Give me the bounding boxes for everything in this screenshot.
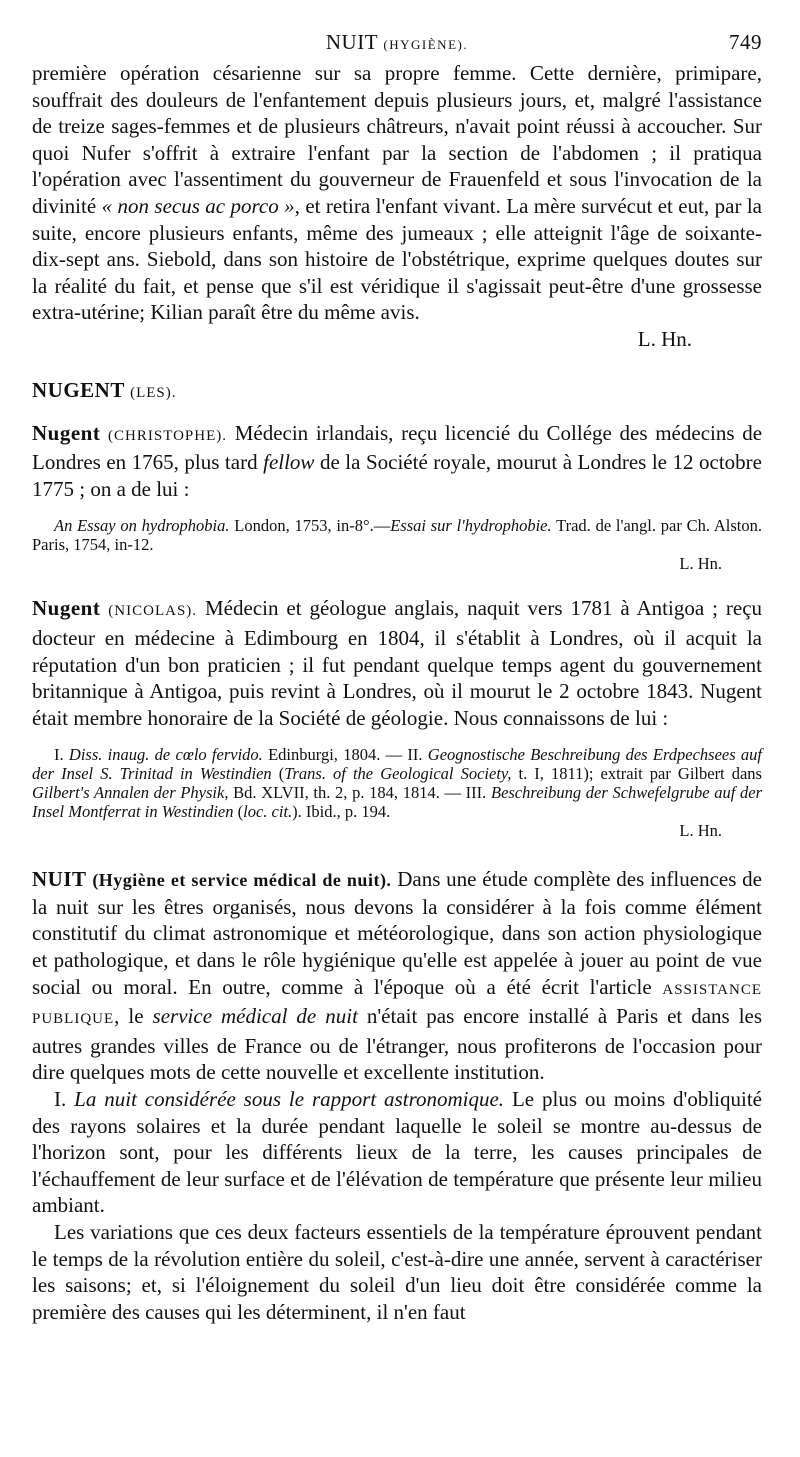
entry-text: Médecin et géologue anglais, naquit vers 1781 à Antigoa ; reçu docteur en médecine à Edimbourg en 1804, il s'établit à Londres, où il acquit la réputation d'un bon praticien ; il fut pendant quelque temps agent du gouvernement britannique à Antigoa, puis revint à Londres, où il mourut le 2 octobre 1843. Nugent était membre honoraire de la Société de géologie. Nous connaissons de lui : — [32, 596, 763, 730]
author-signature: L. Hn. — [637, 326, 692, 351]
entry-text: Dans une étude complète des influences de la nuit sur les êtres organisés, nous devons la considérer à la fois comme élément constitutif du climat astronomique et météorologique, dans son action physiologique et pathologique, et dans le rôle hygiénique qu'elle est appelée à jouer au point de vue social ou moral. En outre, comme à l'époque où a été écrit l'article — [32, 867, 762, 999]
entry-nuit — [32, 866, 762, 1086]
paragraph-saisons — [32, 1219, 762, 1325]
entry-text: de la Société royale, mourut à Londres le 12 octobre 1775 ; on a de lui : — [32, 450, 762, 501]
paragraph-cesarean — [32, 60, 762, 353]
entry-em: service médical de nuit — [152, 1004, 358, 1029]
bib-loc: loc. cit. — [243, 802, 293, 822]
running-title-main: NUIT — [325, 30, 378, 54]
headword: NUGENT — [32, 377, 125, 402]
headword-suffix: (LES). — [130, 384, 177, 401]
bib-text: Bd. XLVII, th. 2, p. 184, 1814. — III. — [233, 783, 487, 803]
given-name: (NICOLAS). — [108, 603, 198, 620]
bib-text: ( — [278, 764, 285, 784]
paragraph-text: première opération césarienne sur sa propre femme. Cette dernière, primipare, souffrait des douleurs de l'enfantement depuis plusieurs jours, et, malgré l'assistance de treize sages-femmes et de plusieurs châtreurs, n'avait point réussi à accoucher. Sur quoi Nufer s'offrit à extraire l'enfant par la section de l'abdomen ; il pratiqua l'opération avec l'assentiment du gouverneur de Frauenfeld et sous l'invocation de la divinité — [32, 61, 762, 218]
running-title — [32, 30, 762, 55]
bib-title: Geognostische Beschreibung des Erdpechsees auf der Insel S. Trinitad in Westindien — [32, 745, 763, 784]
headword: Nugent — [32, 420, 101, 445]
entry-heading-nugent-les — [32, 377, 762, 406]
bib-title: An Essay on hydrophobia. — [54, 516, 230, 536]
bib-text: Trad. de l'angl. par Ch. Alston. Paris, 1754, in-12. — [32, 516, 762, 555]
bib-journal: Gilbert's Annalen der Physik, — [32, 783, 229, 803]
bib-num: I. — [54, 745, 64, 765]
headword: NUIT — [32, 867, 87, 892]
bib-text: ). Ibid., p. 194. — [292, 802, 391, 822]
running-title-sub: (HYGIÈNE). — [383, 37, 469, 52]
section-num: I. — [54, 1087, 67, 1112]
bib-title: Beschreibung der Schwefelgrube auf der Insel Montferrat in Westindien — [32, 783, 763, 822]
entry-nugent-nicolas — [32, 595, 762, 731]
entry-text: , le — [114, 1004, 144, 1029]
headword: Nugent — [32, 596, 101, 621]
given-name: (CHRISTOPHE). — [108, 427, 228, 444]
headword-subtitle: (Hygiène et service médical de nuit). — [92, 870, 392, 891]
section-astronomique — [32, 1086, 762, 1219]
bib-text: ( — [237, 802, 244, 822]
bibliography-nicolas — [32, 745, 762, 840]
cross-reference: ASSISTANCE PUBLIQUE — [32, 981, 763, 1028]
bib-title: Diss. inaug. de cœlo fervido. — [68, 745, 263, 765]
paragraph-text: Les variations que ces deux facteurs essentiels de la température éprouvent pendant le temps de la révolution entière du soleil, c'est-à-dire une année, servent à caractériser les saisons; et, si l'éloignement du soleil d'un lieu doit être considérée comme la première des causes qui les déterminent, il n'en faut — [32, 1220, 762, 1324]
bib-text: London, 1753, in-8°.— — [234, 516, 391, 536]
section-title: La nuit considérée sous le rapport astronomique. — [74, 1087, 505, 1112]
author-signature: L. Hn. — [679, 821, 722, 841]
page-number: 749 — [729, 30, 762, 54]
bibliography-christophe — [32, 516, 762, 573]
bib-journal: Trans. of the Geological Society, — [284, 764, 512, 784]
running-head — [32, 30, 762, 60]
paragraph-text: , et retira l'enfant vivant. La mère survécut et eut, par la suite, encore plusieurs enfants, même des jumeaux ; elle atteignit l'âge de soixante-dix-sept ans. Siebold, dans son histoire de l'obstétrique, exprime quelques doutes sur la réalité du fait, et pense que s'il est véridique il s'agissait peut-être d'une grossesse extra-utérine; Kilian paraît être du même avis. — [32, 193, 762, 325]
latin-quote: « non secus ac porco » — [101, 193, 295, 218]
entry-nugent-christophe — [32, 420, 762, 503]
entry-text: n'était pas encore installé à Paris et dans les autres grandes villes de France ou de l'étranger, nous profiterons de l'occasion pour dire quelques mots de cette nouvelle et excellente institution. — [32, 1004, 763, 1085]
author-signature: L. Hn. — [679, 554, 722, 574]
bib-title: Essai sur l'hydrophobie. — [390, 516, 552, 536]
entry-em: fellow — [263, 450, 315, 475]
section-text: Le plus ou moins d'obliquité des rayons solaires et la durée pendant laquelle le soleil se montre au-dessus de l'horizon sont, pour les différents lieux de la terre, les causes principales de l'échauffement de leur surface et de l'élévation de température que présente leur milieu ambiant. — [32, 1087, 762, 1218]
entry-text: Médecin irlandais, reçu licencié du Collége des médecins de Londres en 1765, plus tard — [32, 420, 763, 475]
bib-text: Edinburgi, 1804. — II. — [268, 745, 423, 765]
bib-text: t. I, 1811); extrait par Gilbert dans — [518, 764, 762, 784]
